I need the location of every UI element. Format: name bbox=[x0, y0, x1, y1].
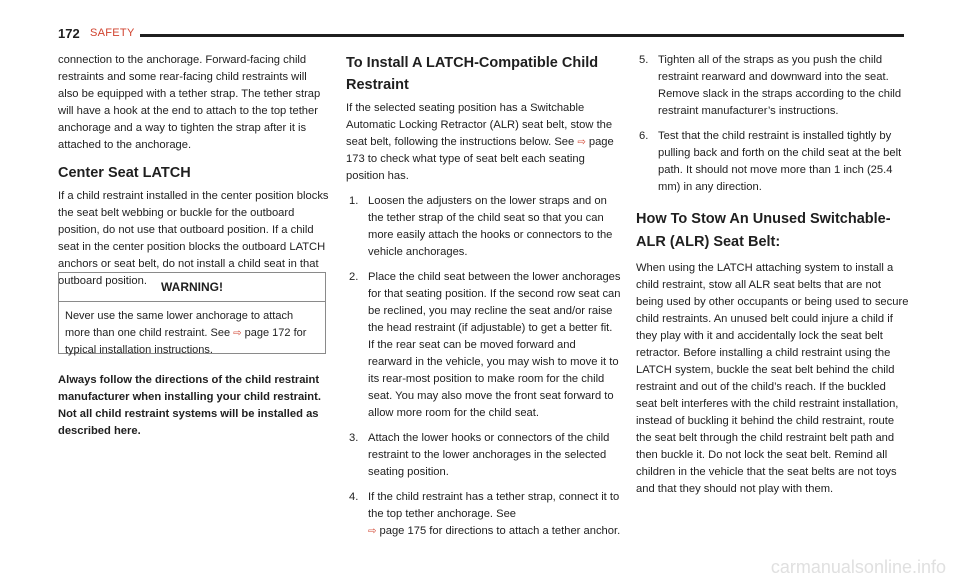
step-number: 3. bbox=[349, 432, 359, 444]
warning-title: WARNING! bbox=[59, 273, 325, 302]
step-text: If the child restraint has a tether strap, connect it to the top tether anchorage. See bbox=[368, 491, 620, 520]
install-steps bbox=[346, 193, 621, 540]
step-number: 4. bbox=[349, 491, 359, 503]
step-number: 1. bbox=[349, 195, 359, 207]
column-1 bbox=[58, 52, 330, 290]
arrow-right-icon: ⇨ bbox=[368, 526, 377, 537]
warning-text bbox=[59, 302, 325, 359]
center-seat-paragraph: If a child restraint installed in the center position blocks the seat belt webbing or buckle for the outboard position, do not use that outboard position. If a child seat in the center position blocks the outboard LATCH anchors or seat belt, do not install a child seat in that outboard position. bbox=[58, 190, 329, 287]
header-rule bbox=[140, 34, 904, 37]
step-text: Test that the child restraint is installed tightly by pulling back and forth on the child seat at the belt path. It should not move more than 1 inch (25.4 mm) in any direction. bbox=[658, 130, 902, 193]
latch-intro-a: If the selected seating position has a Switchable Automatic Locking Retractor (ALR) seat belt, stow the seat belt, following the instructions below. See bbox=[346, 102, 613, 148]
warning-text-a: Never use the same lower anchorage to attach more than one child restraint. See bbox=[65, 310, 294, 339]
list-item bbox=[346, 193, 621, 261]
latch-intro-page-link[interactable]: page 173 bbox=[346, 136, 614, 165]
step-number: 2. bbox=[349, 271, 359, 283]
intro-paragraph: connection to the anchorage. Forward-facing child restraints and some rear-facing child restraints will also be equipped with a tether strap. The tether strap will have a hook at the end to attach to the top tether anchorage and a way to tighten the strap after it is attached to the anchorage. bbox=[58, 54, 321, 151]
arrow-right-icon: ⇨ bbox=[233, 328, 242, 339]
list-item bbox=[636, 128, 910, 196]
step-page-link[interactable]: page 175 bbox=[379, 525, 427, 537]
bold-note-block bbox=[58, 372, 330, 440]
step-text: Tighten all of the straps as you push the child restraint rearward and downward into the seat. Remove slack in the straps according to the child restraint manufacturer’s instructions. bbox=[658, 54, 902, 117]
step-text: Attach the lower hooks or connectors of the child restraint to the lower anchorages in the selected seating position. bbox=[368, 432, 610, 478]
warning-text-b: for typical installation instructions. bbox=[65, 327, 307, 356]
list-item bbox=[346, 269, 621, 422]
latch-intro bbox=[346, 100, 621, 185]
watermark: carmanualsonline.info bbox=[770, 557, 946, 577]
page-number: 172 bbox=[58, 26, 80, 41]
step-text: Loosen the adjusters on the lower straps and on the tether strap of the child seat so that you can more easily attach the hooks or connectors to the vehicle anchorages. bbox=[368, 195, 613, 258]
arrow-right-icon: ⇨ bbox=[577, 137, 586, 148]
step-text-b: for directions to attach a tether anchor. bbox=[429, 525, 621, 537]
bold-note: Always follow the directions of the child restraint manufacturer when installing your child restraint. Not all child restraint systems will be installed as described here. bbox=[58, 374, 321, 437]
step-number: 5. bbox=[639, 54, 649, 66]
list-item bbox=[636, 52, 910, 120]
latch-install-heading: To Install A LATCH-Compatible Child Restraint bbox=[346, 55, 599, 93]
step-number: 6. bbox=[639, 130, 649, 142]
list-item bbox=[346, 489, 621, 540]
warning-page-link[interactable]: page 172 bbox=[244, 327, 291, 339]
column-2 bbox=[346, 52, 621, 540]
stow-alr-heading: How To Stow An Unused Switchable-ALR (ALR) Seat Belt: bbox=[636, 211, 891, 250]
section-title: SAFETY bbox=[90, 27, 135, 39]
page-header bbox=[58, 26, 904, 42]
list-item bbox=[346, 430, 621, 481]
install-steps-continued bbox=[636, 52, 910, 196]
step-text: Place the child seat between the lower anchorages for that seating position. If the second row seat can be reclined, you may recline the seat and/or raise the head restraint (if adjustable) to get a better fit. If the rear seat can be moved forward and rearward in the vehicle, you may wish to move it to its rear-most position to make room for the child seat. You may also move the front seat forward to allow more room for the child seat. bbox=[368, 271, 621, 419]
stow-alr-paragraph: When using the LATCH attaching system to install a child restraint, stow all ALR seat belts that are not being used by other occupants or being used to secure child restraints. An unused belt could injure a child if they play with it and accidentally lock the seat belt retractor. Before installing a child restraint using the LATCH system, buckle the seat belt behind the child restraint and out of the child’s reach. If the buckled seat belt interferes with the child restraint installation, instead of buckling it behind the child restraint, route the seat belt through the child restraint belt path and then buckle it. Do not lock the seat belt. Remind all children in the vehicle that the seat belts are not toys and that they should not play with them. bbox=[636, 262, 909, 495]
latch-intro-b: to check what type of seat belt each seating position has. bbox=[346, 153, 585, 182]
column-3 bbox=[636, 52, 910, 498]
center-seat-heading: Center Seat LATCH bbox=[58, 165, 191, 181]
warning-box bbox=[58, 272, 326, 354]
